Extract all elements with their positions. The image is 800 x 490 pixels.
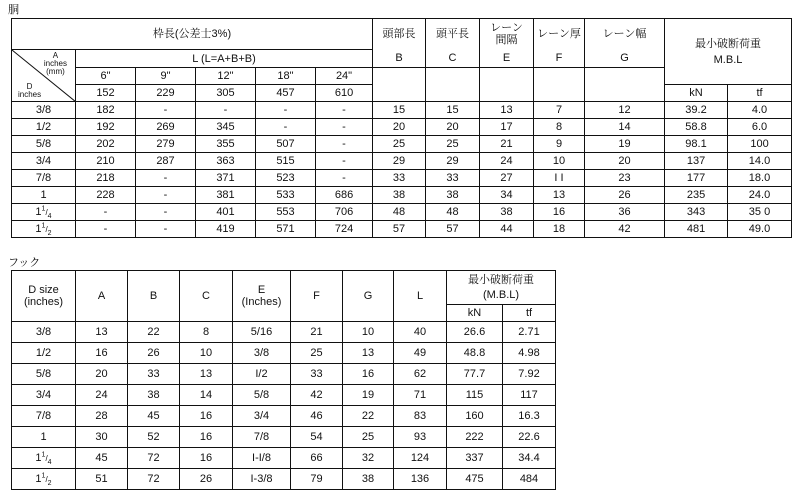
- length-cell: -: [136, 221, 196, 238]
- cell-kn: 137: [665, 153, 728, 170]
- cell-e: 17: [480, 119, 534, 136]
- hook-col-E-header-line2: (Inches): [241, 296, 282, 308]
- length-cell: -: [196, 102, 256, 119]
- fraction-slash: /: [45, 224, 48, 234]
- cell-kn: 39.2: [665, 102, 728, 119]
- hook-cell-c: 16: [180, 406, 233, 427]
- hook-col-C-header: C: [180, 271, 233, 322]
- hook-cell-e: 3/8: [233, 343, 291, 364]
- cell-f: 8: [534, 119, 585, 136]
- hook-col-E-header: [233, 271, 291, 322]
- axis-left-label: [18, 83, 41, 99]
- cell-e: 34: [480, 187, 534, 204]
- cell-c: 48: [426, 204, 480, 221]
- cell-c: 29: [426, 153, 480, 170]
- hook-cell-kn: 160: [447, 406, 503, 427]
- hook-cell-kn: 77.7: [447, 364, 503, 385]
- hook-cell-kn: 115: [447, 385, 503, 406]
- cell-c: 15: [426, 102, 480, 119]
- length-cell: 419: [196, 221, 256, 238]
- col-E-header: E: [480, 50, 534, 68]
- hook-cell-g: 19: [343, 385, 394, 406]
- hook-cell-l: 83: [394, 406, 447, 427]
- cell-c: 25: [426, 136, 480, 153]
- col-C-blank: [426, 68, 480, 102]
- hook-min-break-load-title: 最小破断荷重: [468, 274, 534, 286]
- d-size-whole: 1: [35, 205, 42, 218]
- hook-cell-l: 40: [394, 322, 447, 343]
- d-size-cell: 1: [12, 187, 76, 204]
- cell-tf: 18.0: [728, 170, 792, 187]
- cell-f: 10: [534, 153, 585, 170]
- length-cell: 401: [196, 204, 256, 221]
- cell-kn: 98.1: [665, 136, 728, 153]
- hook-cell-kn: 222: [447, 427, 503, 448]
- fraction-slash: /: [45, 453, 48, 463]
- hook-col-L-header: L: [394, 271, 447, 322]
- hook-cell-g: 10: [343, 322, 394, 343]
- cell-tf: 100: [728, 136, 792, 153]
- length-cell: 686: [316, 187, 373, 204]
- hook-cell-kn: 48.8: [447, 343, 503, 364]
- cell-tf: 6.0: [728, 119, 792, 136]
- cell-g: 26: [585, 187, 665, 204]
- hook-cell-f: 79: [291, 469, 343, 490]
- hook-cell-l: 93: [394, 427, 447, 448]
- cell-b: 25: [373, 136, 426, 153]
- hook-cell-kn: 26.6: [447, 322, 503, 343]
- length-cell: -: [256, 102, 316, 119]
- col-F-header: F: [534, 50, 585, 68]
- lane-gap-header-line1: レーン: [490, 22, 523, 35]
- hook-cell-kn: 337: [447, 448, 503, 469]
- d-size-cell: [12, 448, 76, 469]
- fraction-slash: /: [45, 474, 48, 484]
- hook-cell-a: 28: [76, 406, 128, 427]
- d-size-cell: 1/2: [12, 343, 76, 364]
- hook-cell-l: 49: [394, 343, 447, 364]
- mm-size: 457: [256, 85, 316, 102]
- hook-cell-tf: 7.92: [503, 364, 556, 385]
- table-row: [12, 153, 792, 170]
- tf-unit-header: tf: [728, 85, 792, 102]
- hook-cell-c: 10: [180, 343, 233, 364]
- cell-kn: 235: [665, 187, 728, 204]
- table-row: [12, 469, 556, 490]
- table-row: [12, 119, 792, 136]
- hook-cell-e: 7/8: [233, 427, 291, 448]
- cell-b: 20: [373, 119, 426, 136]
- cell-kn: 177: [665, 170, 728, 187]
- d-size-numerator: 1: [41, 204, 46, 212]
- mm-size: 305: [196, 85, 256, 102]
- hook-col-G-header: G: [343, 271, 394, 322]
- d-size-whole: 1: [35, 222, 42, 235]
- hook-cell-g: 32: [343, 448, 394, 469]
- axis-left-label-line1: D: [26, 82, 33, 91]
- hook-cell-g: 38: [343, 469, 394, 490]
- length-cell: 553: [256, 204, 316, 221]
- inch-size: 6": [76, 68, 136, 85]
- col-G-header: G: [585, 50, 665, 68]
- hook-cell-b: 33: [128, 364, 180, 385]
- cell-g: 42: [585, 221, 665, 238]
- hook-cell-e: 3/4: [233, 406, 291, 427]
- length-cell: 218: [76, 170, 136, 187]
- hook-col-B-header: B: [128, 271, 180, 322]
- hook-cell-tf: 117: [503, 385, 556, 406]
- cell-c: 33: [426, 170, 480, 187]
- d-size-numerator: 1: [41, 471, 46, 479]
- hook-cell-b: 22: [128, 322, 180, 343]
- min-break-load-title: 最小破断荷重: [695, 37, 762, 50]
- length-cell: 279: [136, 136, 196, 153]
- axis-top-label: [44, 52, 67, 76]
- cell-e: 24: [480, 153, 534, 170]
- hook-cell-f: 25: [291, 343, 343, 364]
- d-size-cell: [12, 469, 76, 490]
- hook-cell-c: 16: [180, 448, 233, 469]
- d-size-cell: [12, 204, 76, 221]
- d-size-header-line1: D size: [28, 284, 59, 296]
- hook-cell-b: 72: [128, 448, 180, 469]
- cell-tf: 4.0: [728, 102, 792, 119]
- hook-cell-l: 136: [394, 469, 447, 490]
- mm-size: 152: [76, 85, 136, 102]
- hook-cell-a: 51: [76, 469, 128, 490]
- length-cell: 192: [76, 119, 136, 136]
- axis-corner-cell: [12, 50, 76, 102]
- length-cell: 287: [136, 153, 196, 170]
- cell-b: 33: [373, 170, 426, 187]
- table-row: [12, 406, 556, 427]
- table-row: [12, 170, 792, 187]
- length-cell: 507: [256, 136, 316, 153]
- axis-top-label-line2: inches: [43, 59, 67, 68]
- hook-cell-f: 21: [291, 322, 343, 343]
- d-size-denominator: 4: [47, 212, 52, 220]
- length-cell: -: [76, 204, 136, 221]
- lane-gap-header: [480, 19, 534, 50]
- hook-cell-tf: 16.3: [503, 406, 556, 427]
- d-size-header: [12, 271, 76, 322]
- inch-size: 12": [196, 68, 256, 85]
- length-cell: 371: [196, 170, 256, 187]
- table-row: [12, 448, 556, 469]
- length-cell: -: [136, 187, 196, 204]
- hook-cell-a: 24: [76, 385, 128, 406]
- d-size-numerator: 1: [41, 450, 46, 458]
- length-cell: 515: [256, 153, 316, 170]
- hook-cell-g: 13: [343, 343, 394, 364]
- d-size-cell: 1: [12, 427, 76, 448]
- lane-thickness-header: レーン厚: [534, 19, 585, 50]
- hook-cell-l: 71: [394, 385, 447, 406]
- table-row: [12, 385, 556, 406]
- hook-cell-g: 22: [343, 406, 394, 427]
- d-size-whole: 1: [35, 451, 42, 464]
- cell-g: 12: [585, 102, 665, 119]
- cell-b: 15: [373, 102, 426, 119]
- hook-cell-e: I/2: [233, 364, 291, 385]
- hook-cell-c: 14: [180, 385, 233, 406]
- hook-cell-f: 33: [291, 364, 343, 385]
- cell-e: 44: [480, 221, 534, 238]
- length-cell: 345: [196, 119, 256, 136]
- table-row: [12, 427, 556, 448]
- length-formula-header: L (L=A+B+B): [76, 50, 373, 68]
- table-row: [12, 364, 556, 385]
- hook-cell-e: 5/16: [233, 322, 291, 343]
- hook-cell-c: 8: [180, 322, 233, 343]
- length-cell: 533: [256, 187, 316, 204]
- length-cell: 202: [76, 136, 136, 153]
- cell-b: 29: [373, 153, 426, 170]
- cell-e: 13: [480, 102, 534, 119]
- hook-cell-tf: 4.98: [503, 343, 556, 364]
- table-row: [12, 102, 792, 119]
- hook-cell-a: 45: [76, 448, 128, 469]
- cell-f: 18: [534, 221, 585, 238]
- cell-c: 38: [426, 187, 480, 204]
- hook-cell-e: 5/8: [233, 385, 291, 406]
- mm-size: 610: [316, 85, 373, 102]
- length-cell: 523: [256, 170, 316, 187]
- d-size-cell: 1/2: [12, 119, 76, 136]
- axis-left-label-line2: inches: [18, 90, 42, 99]
- hook-cell-b: 45: [128, 406, 180, 427]
- hook-cell-l: 124: [394, 448, 447, 469]
- hook-cell-c: 13: [180, 364, 233, 385]
- hook-cell-e: I-3/8: [233, 469, 291, 490]
- cell-f: 9: [534, 136, 585, 153]
- hook-tf-unit-header: tf: [503, 305, 556, 322]
- cell-c: 57: [426, 221, 480, 238]
- cell-f: 16: [534, 204, 585, 221]
- cell-c: 20: [426, 119, 480, 136]
- cell-tf: 49.0: [728, 221, 792, 238]
- cell-f: I I: [534, 170, 585, 187]
- length-cell: 210: [76, 153, 136, 170]
- col-F-blank: [534, 68, 585, 102]
- cell-kn: 481: [665, 221, 728, 238]
- d-size-cell: 3/4: [12, 385, 76, 406]
- hook-col-F-header: F: [291, 271, 343, 322]
- hook-cell-e: I-I/8: [233, 448, 291, 469]
- hook-cell-b: 52: [128, 427, 180, 448]
- hook-cell-g: 25: [343, 427, 394, 448]
- hook-cell-c: 26: [180, 469, 233, 490]
- d-size-whole: 1: [35, 472, 42, 485]
- hook-cell-l: 62: [394, 364, 447, 385]
- length-cell: -: [316, 136, 373, 153]
- cell-tf: 14.0: [728, 153, 792, 170]
- cell-b: 48: [373, 204, 426, 221]
- body-spec-table: [11, 18, 792, 238]
- length-cell: 269: [136, 119, 196, 136]
- length-cell: -: [136, 102, 196, 119]
- hook-cell-tf: 34.4: [503, 448, 556, 469]
- hook-cell-tf: 22.6: [503, 427, 556, 448]
- min-break-load-header: [665, 19, 792, 85]
- cell-g: 20: [585, 153, 665, 170]
- col-G-blank: [585, 68, 665, 102]
- cell-b: 57: [373, 221, 426, 238]
- cell-e: 38: [480, 204, 534, 221]
- body-section-label: 胴: [8, 4, 19, 16]
- d-size-cell: 5/8: [12, 364, 76, 385]
- lane-gap-header-line2: 間隔: [495, 34, 518, 47]
- hook-cell-c: 16: [180, 427, 233, 448]
- d-size-denominator: 2: [47, 229, 52, 237]
- col-B-header: B: [373, 50, 426, 68]
- hook-col-A-header: A: [76, 271, 128, 322]
- col-E-blank: [480, 68, 534, 102]
- length-cell: 355: [196, 136, 256, 153]
- axis-top-label-line3: (mm): [46, 67, 65, 76]
- col-B-blank: [373, 68, 426, 102]
- d-size-denominator: 2: [47, 479, 52, 487]
- cell-e: 21: [480, 136, 534, 153]
- mbl-label: M.B.L: [713, 53, 743, 66]
- d-size-header-line2: (inches): [23, 296, 64, 308]
- table-row: [12, 136, 792, 153]
- cell-g: 14: [585, 119, 665, 136]
- hook-section-label: フック: [8, 257, 41, 269]
- hook-cell-tf: 2.71: [503, 322, 556, 343]
- length-cell: -: [316, 153, 373, 170]
- hook-cell-b: 72: [128, 469, 180, 490]
- hook-cell-f: 46: [291, 406, 343, 427]
- d-size-numerator: 1: [41, 221, 46, 229]
- cell-e: 27: [480, 170, 534, 187]
- hook-kn-unit-header: kN: [447, 305, 503, 322]
- length-cell: 706: [316, 204, 373, 221]
- hook-cell-b: 26: [128, 343, 180, 364]
- mm-size: 229: [136, 85, 196, 102]
- length-cell: -: [316, 102, 373, 119]
- hook-spec-table: [11, 270, 556, 490]
- length-cell: -: [316, 170, 373, 187]
- cell-f: 7: [534, 102, 585, 119]
- fraction-slash: /: [45, 207, 48, 217]
- d-size-cell: 3/8: [12, 102, 76, 119]
- d-size-cell: 3/8: [12, 322, 76, 343]
- cell-f: 13: [534, 187, 585, 204]
- d-size-cell: 7/8: [12, 170, 76, 187]
- kn-unit-header: kN: [665, 85, 728, 102]
- length-cell: 571: [256, 221, 316, 238]
- length-cell: 724: [316, 221, 373, 238]
- d-size-cell: [12, 221, 76, 238]
- hook-min-break-load-header: [447, 271, 556, 305]
- hook-mbl-label: (M.B.L): [482, 289, 520, 301]
- hook-cell-g: 16: [343, 364, 394, 385]
- cell-tf: 24.0: [728, 187, 792, 204]
- cell-kn: 343: [665, 204, 728, 221]
- table-row: [12, 187, 792, 204]
- head-length-header: 頭部長: [373, 19, 426, 50]
- head-flat-length-header: 頭平長: [426, 19, 480, 50]
- hook-cell-f: 42: [291, 385, 343, 406]
- length-cell: -: [76, 221, 136, 238]
- length-cell: 381: [196, 187, 256, 204]
- cell-kn: 58.8: [665, 119, 728, 136]
- inch-size: 9": [136, 68, 196, 85]
- length-cell: -: [136, 170, 196, 187]
- length-cell: 363: [196, 153, 256, 170]
- hook-cell-f: 66: [291, 448, 343, 469]
- d-size-cell: 5/8: [12, 136, 76, 153]
- hook-cell-a: 16: [76, 343, 128, 364]
- cell-g: 19: [585, 136, 665, 153]
- cell-g: 23: [585, 170, 665, 187]
- d-size-denominator: 4: [47, 458, 52, 466]
- axis-top-label-line1: A: [52, 51, 59, 60]
- hook-cell-b: 38: [128, 385, 180, 406]
- cell-b: 38: [373, 187, 426, 204]
- table-row: [12, 221, 792, 238]
- hook-cell-f: 54: [291, 427, 343, 448]
- hook-cell-tf: 484: [503, 469, 556, 490]
- hook-col-E-header-line1: E: [257, 284, 266, 296]
- hook-cell-kn: 475: [447, 469, 503, 490]
- inch-size: 24": [316, 68, 373, 85]
- length-cell: -: [316, 119, 373, 136]
- length-cell: 182: [76, 102, 136, 119]
- length-cell: -: [256, 119, 316, 136]
- table-row: [12, 343, 556, 364]
- hook-cell-a: 20: [76, 364, 128, 385]
- table-row: [12, 322, 556, 343]
- cell-tf: 35 0: [728, 204, 792, 221]
- col-C-header: C: [426, 50, 480, 68]
- d-size-cell: 3/4: [12, 153, 76, 170]
- inch-size: 18": [256, 68, 316, 85]
- table-row: [12, 204, 792, 221]
- cell-g: 36: [585, 204, 665, 221]
- length-cell: 228: [76, 187, 136, 204]
- lane-width-header: レーン幅: [585, 19, 665, 50]
- length-cell: -: [136, 204, 196, 221]
- hook-cell-a: 30: [76, 427, 128, 448]
- frame-length-header: 枠長(公差士3%): [12, 19, 373, 50]
- d-size-cell: 7/8: [12, 406, 76, 427]
- hook-cell-a: 13: [76, 322, 128, 343]
